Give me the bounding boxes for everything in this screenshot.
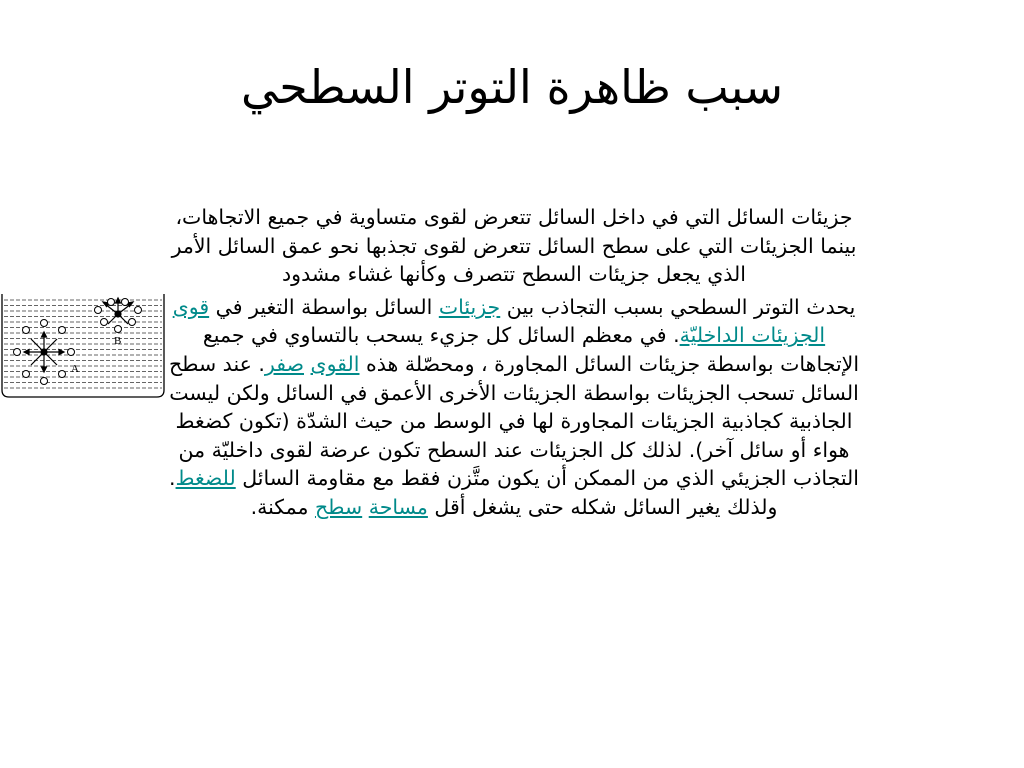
paragraph-1: جزيئات السائل التي في داخل السائل تتعرض لقوى متساوية في جميع الاتجاهات، بينما الجزيئات التي على سطح السائل تتعرض لقوى تجذبها نحو عمق السائل الأمر الذي يجعل جزيئات السطح تتصرف وكأنها غشاء مشدود (171, 205, 857, 287)
link-compression[interactable]: للضغط (175, 466, 236, 491)
paragraph-2 (168, 293, 860, 522)
slide-title: سبب ظاهرة التوتر السطحي (240, 60, 784, 114)
link-zero[interactable]: صفر (264, 351, 304, 376)
p2-text-8: ممكنة. (250, 494, 315, 519)
slide-body (168, 203, 860, 526)
link-forces[interactable]: القوى (310, 351, 360, 376)
p2-text-5: . عند سطح السائل تسحب الجزيئات بواسطة الجزيئات الأخرى الأعمق في السائل ولكن ليست الجاذبية كجاذبية الجزيئات المجاورة لها في الوسط من حيث الشدّة (تكون كضغط هواء أو سائل آخر). لذلك كل الجزيئات عند السطح تكون عرضة لقوى داخليّة من التجاذب الجزيئي الذي من الممكن أن يكون متَّزن فقط مع مقاومة السائل (168, 351, 859, 491)
link-intermolecular-forces[interactable]: قوى الجزيئات الداخليّة (172, 294, 826, 348)
label-a: A (71, 363, 79, 375)
p2-text-2: السائل بواسطة التغير في (209, 294, 439, 319)
p2-text-1: يحدث التوتر السطحي بسبب التجاذب بين (500, 294, 856, 319)
link-area[interactable]: مساحة (368, 494, 428, 519)
link-molecules[interactable]: جزيئات (438, 294, 501, 319)
link-surface[interactable]: سطح (314, 494, 363, 519)
label-b: B (114, 335, 122, 347)
p2-text-6: . ولذلك يغير السائل شكله حتى يشغل أقل (169, 466, 778, 519)
surface-tension-diagram (0, 292, 166, 400)
p2-text-3: . في معظم السائل كل جزيء يسحب بالتساوي في جميع الإتجاهات بواسطة جزيئات السائل المجاورة ، ومحصّلة هذه (202, 323, 860, 376)
